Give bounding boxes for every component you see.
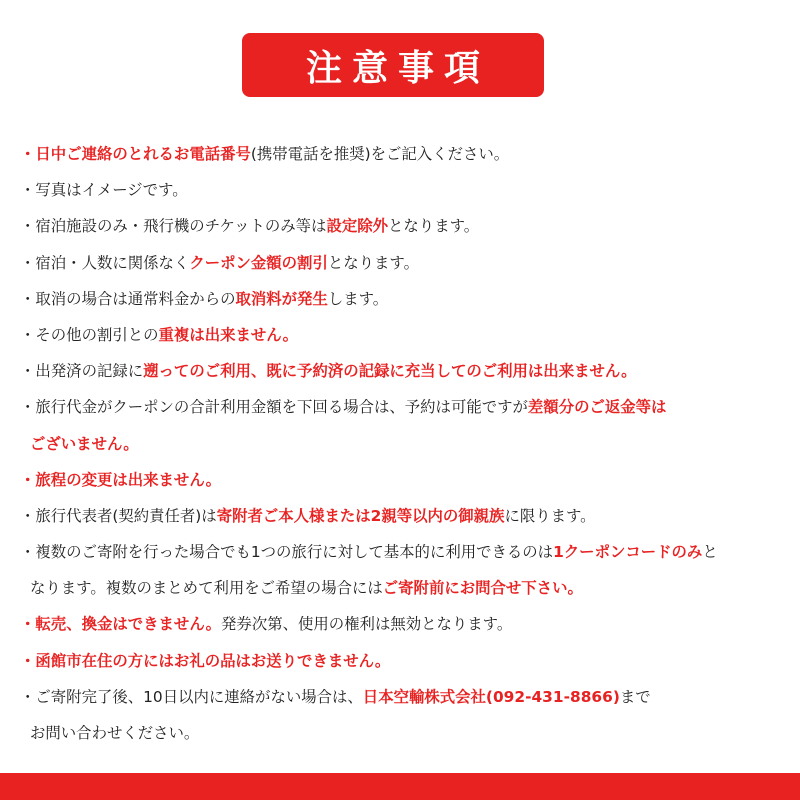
note-emphasis: 差額分のご返金等は xyxy=(527,398,667,417)
note-text: します。 xyxy=(327,289,389,308)
note-emphasis: 重複は出来ません。 xyxy=(158,325,298,344)
note-line xyxy=(20,679,790,715)
note-line xyxy=(20,208,790,244)
note-emphasis: ・ xyxy=(20,651,36,670)
note-emphasis: 遡ってのご利用、既に予約済の記録に充当してのご利用は出来ません。 xyxy=(143,362,637,381)
note-emphasis: 転売、換金はできません。 xyxy=(35,615,222,634)
note-line xyxy=(20,570,790,606)
note-text: (携帯電話を推奨)をご記入ください。 xyxy=(250,145,510,163)
note-emphasis: ・ xyxy=(20,145,36,163)
note-emphasis: 取消料が発生 xyxy=(235,289,328,308)
note-text: ・複数のご寄附を行った場合でも1つの旅行に対して基本的に利用できるのは xyxy=(20,543,554,562)
note-text: となります。 xyxy=(388,217,480,236)
note-text: ・写真はイメージです。 xyxy=(20,181,188,200)
note-text: お問い合わせください。 xyxy=(30,724,200,742)
note-emphasis: ・ xyxy=(20,615,36,634)
note-emphasis: 日中ご連絡のとれるお電話番号 xyxy=(35,145,251,163)
note-line xyxy=(20,136,790,172)
title-badge xyxy=(242,33,544,97)
note-text: に限ります。 xyxy=(504,506,596,525)
note-line xyxy=(20,317,790,353)
note-text: まで xyxy=(619,687,651,706)
note-line xyxy=(20,281,790,317)
note-line xyxy=(20,353,790,389)
note-emphasis: 設定除外 xyxy=(326,217,389,236)
note-emphasis: 函館市在住の方にはお礼の品はお送りできません。 xyxy=(35,651,391,670)
note-emphasis: ご寄附前にお問合せ下さい。 xyxy=(382,579,583,598)
note-text: ・旅行代金がクーポンの合計利用金額を下回る場合は、予約は可能ですが xyxy=(20,398,528,417)
note-emphasis: クーポン金額の割引 xyxy=(189,253,328,272)
note-line xyxy=(20,172,790,208)
note-text: ・宿泊施設のみ・飛行機のチケットのみ等は xyxy=(20,217,327,236)
note-text: と xyxy=(702,543,718,562)
note-emphasis: 旅程の変更は出来ません。 xyxy=(35,470,222,489)
note-emphasis: 1クーポンコードのみ xyxy=(553,543,703,562)
note-text: なります。複数のまとめて利用をご希望の場合には xyxy=(30,579,383,598)
note-text: ・ご寄附完了後、10日以内に連絡がない場合は、 xyxy=(20,687,363,706)
note-emphasis: 寄附者ご本人様または2親等以内の御親族 xyxy=(216,506,505,525)
note-line xyxy=(20,462,790,498)
bottom-accent-bar xyxy=(0,773,800,800)
note-text: となります。 xyxy=(327,253,419,272)
note-text: ・出発済の記録に xyxy=(20,362,144,381)
note-text: ・取消の場合は通常料金からの xyxy=(20,289,236,308)
note-text: ・宿泊・人数に関係なく xyxy=(20,253,190,272)
note-line xyxy=(20,715,790,751)
note-emphasis: 日本空輸株式会社(092-431-8866) xyxy=(362,687,620,706)
note-emphasis: ございません。 xyxy=(30,434,139,453)
note-text: 発券次第、使用の権利は無効となります。 xyxy=(221,615,513,634)
note-line xyxy=(20,643,790,679)
note-text: ・その他の割引との xyxy=(20,325,159,344)
note-line xyxy=(20,534,790,570)
page-title: 注意事項 xyxy=(305,47,490,89)
note-line xyxy=(20,389,790,425)
note-line xyxy=(20,498,790,534)
note-emphasis: ・ xyxy=(20,470,36,489)
note-line xyxy=(20,606,790,642)
notes-list xyxy=(20,136,790,751)
note-text: ・旅行代表者(契約責任者)は xyxy=(20,506,217,525)
note-line xyxy=(20,245,790,281)
note-line xyxy=(20,426,790,462)
